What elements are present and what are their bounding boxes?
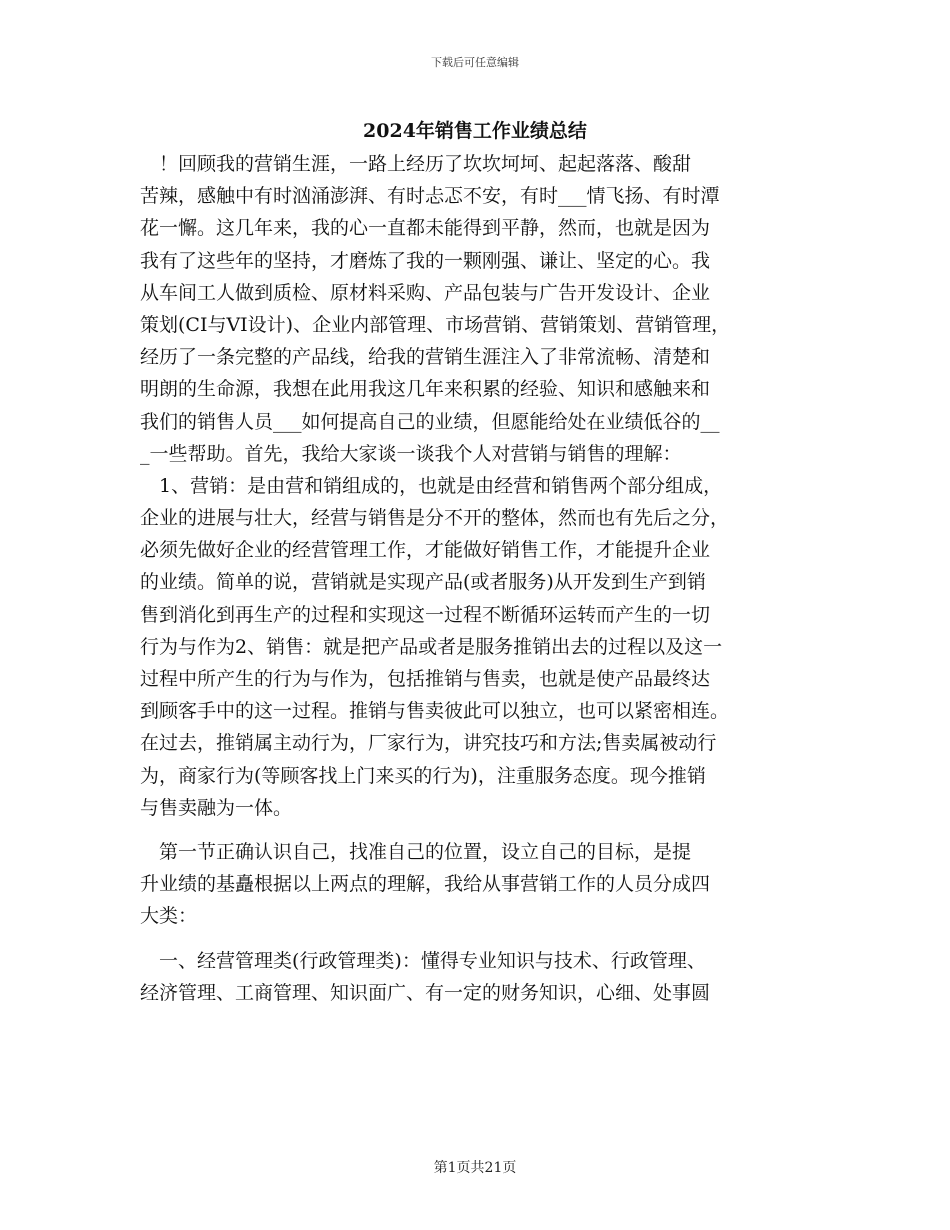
body-line: _一些帮助。首先，我给大家谈一谈我个人对营销与销售的理解： <box>140 442 682 465</box>
body-line: 苦辣，感触中有时汹涌澎湃、有时忐忑不安，有时___情飞扬、有时潭 <box>140 185 720 208</box>
body-line: 升业绩的基矗根据以上两点的理解，我给从事营销工作的人员分成四 <box>140 873 711 896</box>
body-line: 必须先做好企业的经营管理工作，才能做好销售工作，才能提升企业 <box>140 539 711 562</box>
body-line: 过程中所产生的行为与作为，包括推销与售卖，也就是使产品最终达 <box>140 668 711 690</box>
body-line: 策划(CI与VI设计)、企业内部管理、市场营销、营销策划、营销管理， <box>140 313 731 336</box>
page-number-footer: 第1页共21页 <box>433 1160 517 1176</box>
body-line: 企业的进展与壮大，经营与销售是分不开的整体，然而也有先后之分， <box>140 507 730 530</box>
body-line: 为，商家行为(等顾客找上门来买的行为)，注重服务态度。现今推销 <box>140 764 706 787</box>
body-line: 行为与作为2、销售：就是把产品或者是服务推销出去的过程以及这一 <box>140 635 723 658</box>
body-line: 大类： <box>140 905 198 928</box>
body-line: 的业绩。简单的说，营销就是实现产品(或者服务)从开发到生产到销 <box>140 571 706 594</box>
paragraph-gap <box>140 933 820 945</box>
body-line: 从车间工人做到质检、原材料采购、产品包装与广告开发设计、企业 <box>140 281 711 304</box>
body-line: ！回顾我的营销生涯，一路上经历了坎坎坷坷、起起落落、酸甜 <box>140 153 692 175</box>
body-line: 售到消化到再生产的过程和实现这一过程不断循环运转而产生的一切 <box>140 603 711 626</box>
body-line: 在过去，推销属主动行为，厂家行为，讲究技巧和方法;售卖属被动行 <box>140 732 717 755</box>
body-line: 到顾客手中的这一过程。推销与售卖彼此可以独立，也可以紧密相连。 <box>140 700 730 723</box>
document-title: 2024年销售工作业绩总结 <box>363 120 587 142</box>
body-line: 经历了一条完整的产品线，给我的营销生涯注入了非常流畅、清楚和 <box>140 346 711 369</box>
body-line: 花一懈。这几年来，我的心一直都未能得到平静，然而，也就是因为 <box>140 217 711 240</box>
body-line: 一、经营管理类(行政管理类)：懂得专业知识与技术、行政管理、 <box>140 949 706 972</box>
body-line: 我有了这些年的坚持，才磨炼了我的一颗刚强、谦让、坚定的心。我 <box>140 249 711 272</box>
document-body <box>140 148 820 1009</box>
page-header-note: 下载后可任意编辑 <box>431 56 519 69</box>
body-line: 1、营销：是由营和销组成的，也就是由经营和销售两个部分组成， <box>140 474 723 497</box>
body-line: 第一节正确认识自己，找准自己的位置，设立自己的目标，是提 <box>140 840 692 863</box>
paragraph-gap <box>140 824 820 836</box>
body-line: 经济管理、工商管理、知识面广、有一定的财务知识，心细、处事圆 <box>140 981 711 1004</box>
body-line: 我们的销售人员___如何提高自己的业绩，但愿能给处在业绩低谷的__ <box>140 410 720 433</box>
body-line: 与售卖融为一体。 <box>140 796 293 819</box>
body-line: 明朗的生命源，我想在此用我这几年来积累的经验、知识和感触来和 <box>140 378 711 401</box>
